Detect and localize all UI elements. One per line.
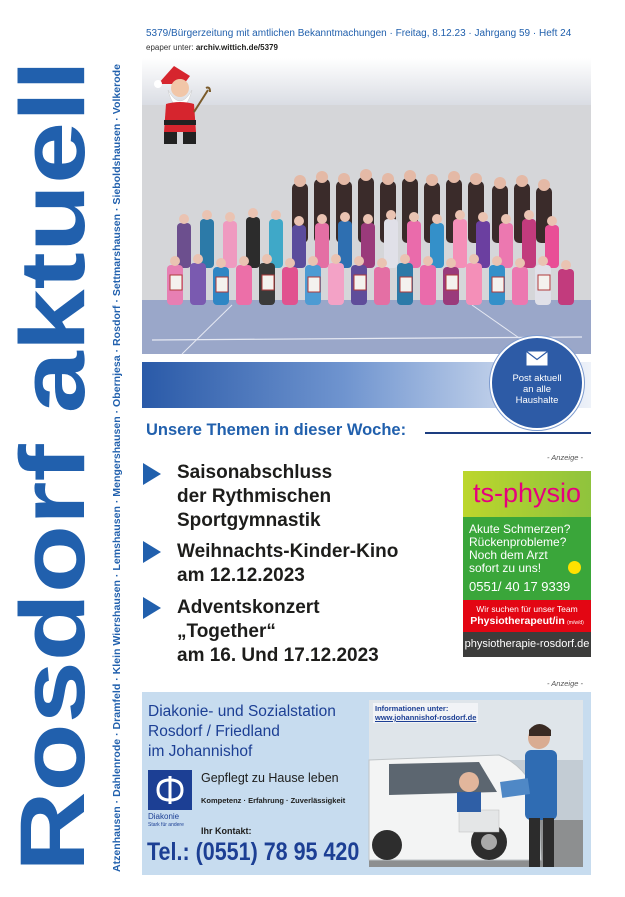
masthead-graphic: [2, 60, 123, 875]
masthead-villages: Atzenhausen · Dahlenrode · Dramfeld · Klein Wiershausen · Lemshausen · Mengershausen · Obernjesa · Rosdorf · Settmarshausen · Sieboldshausen · Volkerode: [111, 68, 123, 872]
diakonie-brand-name: Diakonie: [148, 812, 180, 821]
topic-1-line-3: Sportgymnastik: [177, 510, 321, 531]
topic-item-2: [177, 540, 398, 588]
envelope-icon: [526, 351, 548, 366]
topic-item-1: [177, 461, 332, 533]
issue-line: 5379/Bürgerzeitung mit amtlichen Bekanntmachungen · Freitag, 8.12.23 · Jahrgang 59 · Heft 24: [146, 28, 572, 39]
diakonie-photo-graphic: [369, 700, 583, 867]
diakonie-phone[interactable]: Tel.: (0551) 78 95 420: [147, 838, 360, 866]
diakonie-info-label: Informationen unter:: [375, 704, 449, 713]
ts-website[interactable]: physiotherapie-rosdorf.de: [463, 632, 591, 657]
diakonie-title-line-3: im Johannishof: [148, 743, 253, 760]
diakonie-info: [373, 703, 478, 723]
diakonie-title-line-1: Diakonie- und Sozialstation: [148, 703, 336, 720]
diakonie-qualities: Kompetenz · Erfahrung · Zuverlässigkeit: [201, 796, 346, 805]
topic-arrow-icon: [143, 597, 161, 619]
anzeige-label: - Anzeige -: [547, 679, 583, 688]
diakonie-logo-icon: [148, 770, 192, 810]
epaper-line: [146, 43, 278, 52]
topic-2-line-2: am 12.12.2023: [177, 565, 305, 586]
diakonie-care: Gepflegt zu Hause leben: [201, 771, 339, 785]
epaper-prefix: epaper unter:: [146, 43, 196, 52]
topics-rule: [425, 432, 591, 434]
ts-line-2: Rückenprobleme?: [469, 535, 567, 549]
post-badge-line-3: Haushalte: [515, 395, 559, 406]
epaper-link[interactable]: archiv.wittich.de/5379: [195, 43, 278, 52]
topic-1-line-2: der Rythmischen: [177, 486, 332, 507]
ts-job-banner: [463, 600, 591, 632]
ts-job-title: Physiotherapeut/in: [470, 615, 565, 627]
diakonie-contact-label: Ihr Kontakt:: [201, 826, 252, 836]
topics-heading: Unsere Themen in dieser Woche:: [146, 421, 407, 439]
ts-physio-logo: ts-physio: [463, 471, 591, 517]
diakonie-title: [148, 702, 336, 762]
ts-team-text: Wir suchen für unser Team: [476, 604, 578, 614]
topic-arrow-icon: [143, 463, 161, 485]
diakonie-title-line-2: Rosdorf / Friedland: [148, 723, 280, 740]
topic-3-line-3: am 16. Und 17.12.2023: [177, 645, 379, 666]
masthead: [2, 60, 123, 875]
masthead-title: Rosdorf aktuell: [2, 202, 104, 872]
ts-physio-message: [463, 517, 591, 600]
topic-2-line-1: Weihnachts-Kinder-Kino: [177, 541, 399, 562]
post-badge: [490, 336, 584, 430]
ts-physio-ad[interactable]: [463, 471, 591, 657]
post-badge-line-1: Post aktuell: [512, 373, 562, 384]
santa-graphic: [150, 62, 212, 148]
ts-line-3: Noch dem Arzt: [469, 548, 548, 562]
santa-illustration: [150, 62, 212, 148]
ts-phone: 0551/ 40 17 9339: [469, 579, 571, 594]
diakonie-info-link[interactable]: www.johannishof-rosdorf.de: [375, 713, 477, 722]
diakonie-brand-sub: Stark für andere: [148, 822, 184, 828]
ts-line-4: sofort zu uns!: [469, 561, 542, 575]
ts-job-suffix: (m/w/d): [567, 620, 584, 626]
diakonie-logo-graphic: [148, 770, 192, 810]
post-badge-line-2: an alle: [523, 384, 551, 395]
topic-3-line-1: Adventskonzert: [177, 597, 320, 618]
diakonie-brand: [148, 812, 184, 830]
diakonie-photo: [369, 700, 583, 867]
topic-arrow-icon: [143, 541, 161, 563]
topic-1-line-1: Saisonabschluss: [177, 462, 333, 483]
smiley-icon: [568, 561, 581, 574]
topic-item-3: [177, 596, 379, 668]
anzeige-label: - Anzeige -: [547, 453, 583, 462]
topic-3-line-2: „Together“: [177, 621, 276, 642]
ts-line-1: Akute Schmerzen?: [469, 522, 571, 536]
